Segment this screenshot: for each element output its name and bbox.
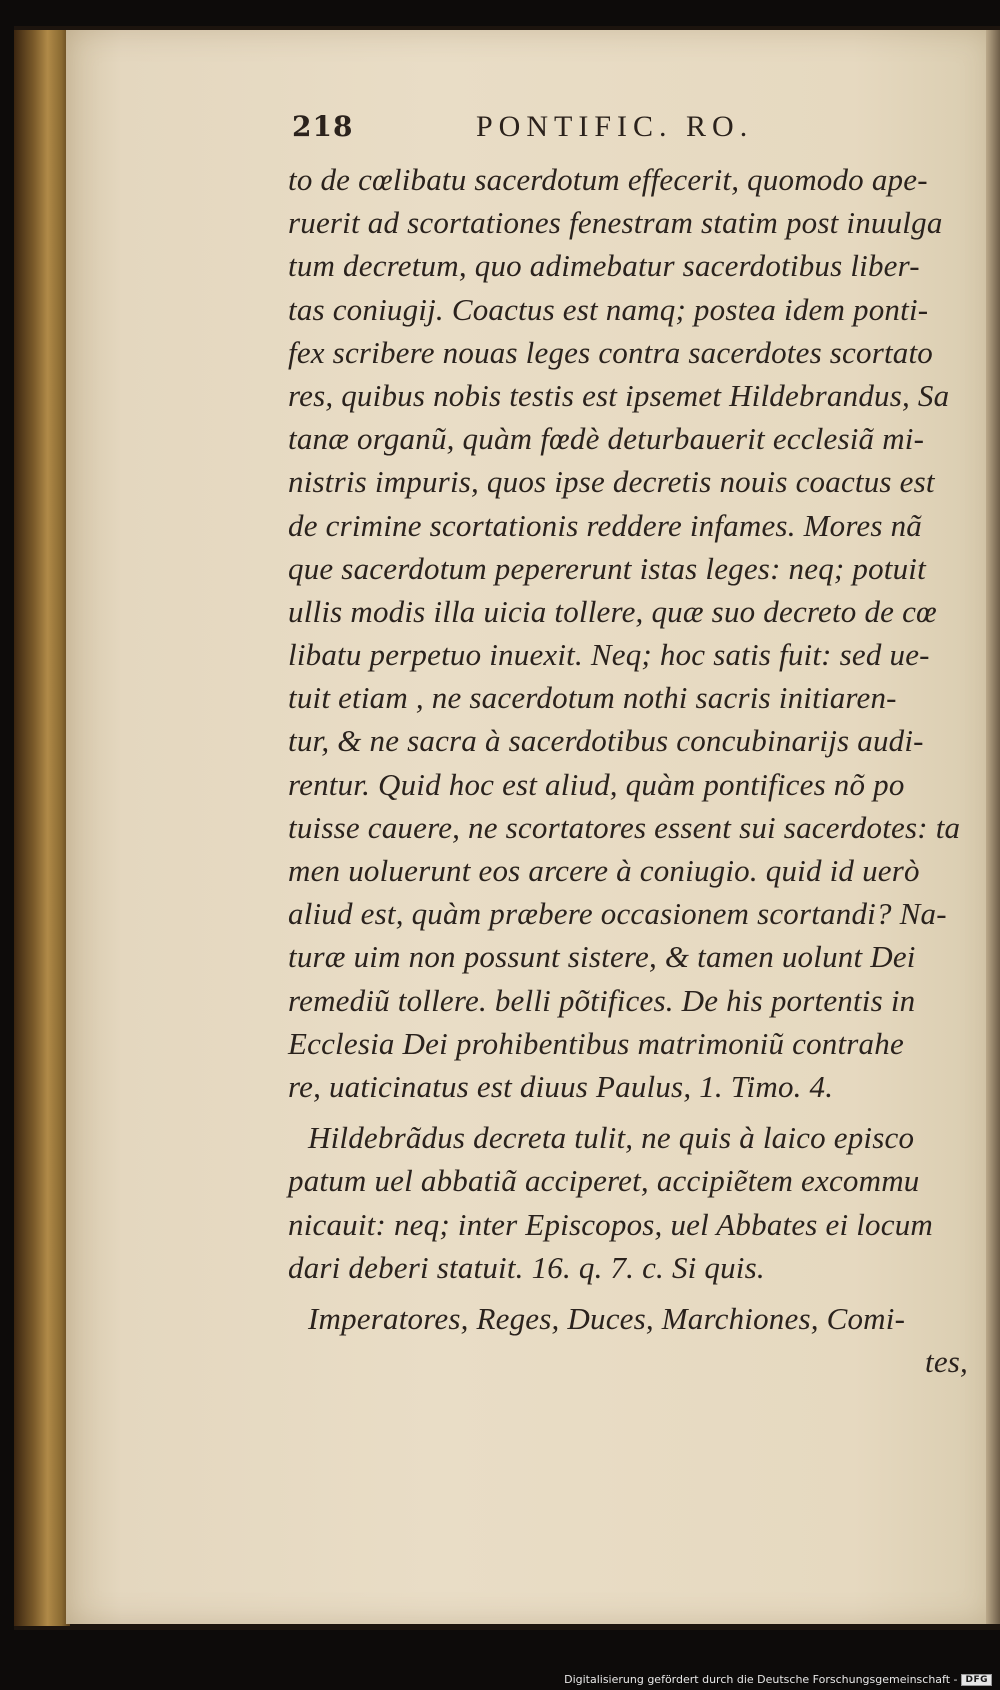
text-line: tum decretum, quo adimebatur sacerdotibus liber- — [288, 248, 920, 284]
paragraph-gap — [288, 1289, 972, 1297]
text-line: patum uel abbatiã acciperet, accipiẽtem excommu — [288, 1163, 920, 1199]
text-line: Imperatores, Reges, Duces, Marchiones, Comi- — [308, 1300, 906, 1336]
text-line: re, uaticinatus est diuus Paulus, 1. Timo. 4. — [288, 1068, 834, 1104]
dfg-logo: DFG — [961, 1674, 992, 1686]
text-line: to de cœlibatu sacerdotum effecerit, quomodo ape- — [288, 162, 928, 197]
text-line: men uoluerunt eos arcere à coniugio. quid id uerò — [288, 853, 920, 888]
text-line: tanæ organũ, quàm fœdè deturbauerit ecclesiã mi- — [288, 421, 925, 457]
text-line: res, quibus nobis testis est ipsemet Hildebrandus, Sa — [288, 377, 950, 413]
running-head: PONTIFIC. RO. — [476, 110, 754, 143]
text-line: turæ uim non possunt sistere, & tamen uolunt Dei — [288, 939, 916, 975]
page-edge — [986, 30, 1000, 1624]
digitization-credit — [564, 1673, 992, 1686]
text-line: libatu perpetuo inuexit. Neq; hoc satis fuit: sed ue- — [288, 637, 930, 673]
credit-text: Digitalisierung gefördert durch die Deutsche Forschungsgemeinschaft - — [564, 1673, 958, 1686]
text-line: tuisse cauere, ne scortatores essent sui sacerdotes: ta — [288, 809, 961, 845]
text-line: Hildebrãdus decreta tulit, ne quis à laico episco — [308, 1120, 915, 1156]
page-header — [292, 110, 812, 150]
text-line: remediũ tollere. belli põtifices. De his portentis in — [288, 982, 916, 1018]
text-line: rentur. Quid hoc est aliud, quàm pontifices nõ po — [288, 766, 905, 802]
text-line: tur, & ne sacra à sacerdotibus concubinarijs audi- — [288, 723, 924, 759]
paragraph-gap — [288, 1108, 972, 1116]
catchword: tes, — [925, 1344, 968, 1380]
text-line: de crimine scortationis reddere infames. Mores nã — [288, 507, 923, 543]
text-line: aliud est, quàm præbere occasionem scortandi? Na- — [288, 896, 947, 932]
text-line: ullis modis illa uicia tollere, quæ suo decreto de cœ — [288, 593, 937, 629]
text-line: Ecclesia Dei prohibentibus matrimoniũ contrahe — [288, 1025, 904, 1061]
book-spine — [14, 30, 70, 1626]
text-line: tuit etiam , ne sacerdotum nothi sacris initiaren- — [288, 680, 897, 716]
text-line: dari deberi statuit. 16. q. 7. c. Si quis. — [288, 1249, 765, 1285]
text-line: nistris impuris, quos ipse decretis nouis coactus est — [288, 464, 935, 500]
text-line: ruerit ad scortationes fenestram statim post inuulga — [288, 205, 943, 241]
text-line: fex scribere nouas leges contra sacerdotes scortato — [288, 334, 934, 370]
text-line: tas coniugij. Coactus est namq; postea idem ponti- — [288, 291, 929, 327]
folio-number: 218 — [292, 110, 354, 143]
text-line: nicauit: neq; inter Episcopos, uel Abbates ei locum — [288, 1206, 934, 1242]
text-line: que sacerdotum pepererunt istas leges: neq; potuit — [288, 550, 926, 586]
text-block — [288, 158, 972, 1383]
